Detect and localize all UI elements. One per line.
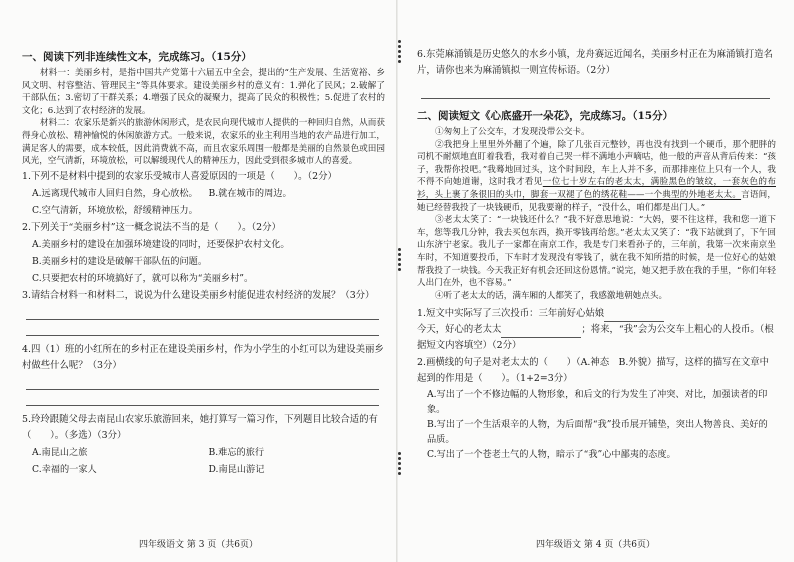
question-2: 2.下列关于“美丽乡村”这一概念说法不当的是（ ）。（2分） xyxy=(22,221,281,233)
question-6: 6.东莞麻涌镇是历史悠久的水乡小镇，龙舟赛远近闻名，美丽乡村正在为麻涌镇打造名片，请你也来为麻涌镇拟一则宣传标语。（2分） xyxy=(417,49,773,76)
material-one: 材料一：美丽乡村，是指中国共产党第十六届五中全会，提出的“生产发展、生活宽裕、乡风文明、村容整洁、管理民主”等具体要求。建设美丽乡村的意义有：1.弹化了民风；2.破解了干部队伍；3.密切了干群关系；4.增强了民众的凝聚力，提高了民众的积极性；5.促进了农村的文化；6.达到了农村经济的发展。 xyxy=(22,68,385,116)
passage-paragraph-2-start: ②我把身上里里外外翻了个遍，除了几张百元整钞，再也没有找到一个硬币，那个肥胖的司机不耐烦地直盯着我看，我对着自己哭一样不满地小声嘀咕，他一般的声音从背后传来：“孩子，我帮你投吧。”我蓦地回过头，这个时间段，车上人并不多，而那排座位上只有一个人，我不得不向她道谢，这时我才看见 xyxy=(417,139,776,188)
question-2-option-b: B.美丽乡村的建设是破解干部队伍的问题。 xyxy=(32,255,208,267)
question-5: 5.玲玲跟随父母去南昆山农家乐旅游回来，她打算写一篇习作，下列题目比较合适的有（ ）。（多选）（3分） xyxy=(22,413,378,441)
question-1-option-a: A.远离现代城市人回归自然，身心放松。 xyxy=(32,187,198,199)
reading-question-2-option-a: A.写出了一个不修边幅的人物形象，和后文的行为发生了冲突、对比，加强读者的印象。 xyxy=(427,389,768,416)
question-1: 1.下列不是材料中提到的农家乐受城市人喜爱原因的一项是（ ）。（2分） xyxy=(22,170,337,182)
answer-line[interactable] xyxy=(26,374,379,390)
exam-page-4 xyxy=(397,0,794,562)
reading-question-1-continued: 今天，好心的老太太 ；将来，“我”会为公交车上粗心的人投币。（根据短文内容填空）（2分） xyxy=(417,324,774,352)
answer-line[interactable] xyxy=(421,83,770,99)
question-2-option-c: C.只要把农村的环境搞好了，就可以称为“美丽乡村”。 xyxy=(32,272,254,284)
passage-paragraph-2 xyxy=(417,139,776,215)
question-1-option-b: B.就在城市的周边。 xyxy=(208,187,292,199)
answer-blank[interactable] xyxy=(501,337,581,338)
question-5-option-b: B.难忘的旅行 xyxy=(208,446,265,458)
answer-line[interactable] xyxy=(26,390,379,406)
underlined-description: 一位七十岁左右的老太太，满脸黑色的皱纹，一套灰色的布衫，头上裹了条很旧的头巾，脚套一双褪了色的绣花鞋——一个典型的外地老太太。 xyxy=(417,177,776,200)
page-footer-left: 四年级语文 第 3 页（共6页） xyxy=(138,540,259,550)
passage-paragraph-1: ①匆匆上了公交车，才发现没带公交卡。 xyxy=(435,127,590,137)
question-1-options-row xyxy=(22,185,385,202)
answer-line[interactable] xyxy=(26,320,379,336)
passage-paragraph-4: ④听了老太太的话，满车厢的人都笑了，我感激地朝她点头。 xyxy=(435,290,668,301)
passage-paragraph-2-end: 言语间，她已经替我投了一块钱硬币，见我要谢的样子，“没什么，咱们都是出门人。” xyxy=(417,189,776,213)
question-5-options-row-2 xyxy=(22,461,385,478)
question-5-option-c: C.幸福的一家人 xyxy=(32,463,97,475)
question-2-option-a: A.美丽乡村的建设在加强环境建设的同时，还要保护农村文化。 xyxy=(32,238,290,250)
reading-question-2: 2.画横线的句子是对老太太的（ ）（A.神态 B.外貌）描写，这样的描写在文章中起到的作用是（ ）。（1+2=3分） xyxy=(417,357,769,385)
question-3: 3.请结合材料一和材料二，说说为什么建设美丽乡村能促进农村经济的发展？（3分） xyxy=(22,289,375,301)
section-one-title: 一、阅读下列非连续性文本，完成练习。（15分） xyxy=(22,51,252,63)
material-two: 材料二：农家乐是新兴的旅游休闲形式，是农民向现代城市人提供的一种回归自然，从而获得身心放松、精神愉悦的休闲旅游方式。一般来说，农家乐的业主利用当地的农产品进行加工，满足客人的需要，成本较低，因此消费就不高，而且农家乐周围一般都是美丽的自然景色或田园风光，空气清新，环境放松，可以解缓现代人的精神压力，因此受到很多城市人的喜爱。 xyxy=(22,118,385,167)
section-two-title: 二、阅读短文《心底盛开一朵花》，完成练习。（15分） xyxy=(417,110,674,122)
reading-question-2-option-b: B.写出了一个生活艰辛的人物，为后面帮“我”投币展开铺垫，突出人物善良、美好的品质。 xyxy=(427,419,768,446)
question-4: 4.四（1）班的小红所在的乡村正在建设美丽乡村，作为小学生的小红可以为建设美丽乡村做些什么呢？（3分） xyxy=(22,343,384,371)
page-footer-right: 四年级语文 第 4 页（共6页） xyxy=(535,540,656,550)
reading-question-2-option-c: C.写出了一个苍老土气的人物，暗示了“我”心中鄙夷的态度。 xyxy=(427,449,676,461)
question-5-option-a: A.南昆山之旅 xyxy=(32,446,88,458)
question-5-options-row-1 xyxy=(22,444,385,461)
passage-paragraph-3: ③老太太笑了：“一块钱还什么？”我不好意思地说：“大妈，要不往这样，我和您一道下车，您等我几分钟，我去买包东西，换开零钱再给您。”老太太又笑了：“我下站就到了，下午回山东济宁老家。我儿子一家都在南京工作，我是专门来看孙子的，三年前，我第一次来南京坐车时，不知道要投币，下车时才发现没有零钱了，就在我不知所措的时候，是一位好心的姑娘帮我投了一块钱。今天我正好有机会还回这份恩情。”说完，她又把手放在我的手里，“你们年轻人出门在外，也不容易。” xyxy=(417,215,776,289)
question-1-option-c: C.空气清新，环境放松，舒缓精神压力。 xyxy=(32,204,198,216)
question-5-option-d: D.南昆山游记 xyxy=(208,463,265,475)
reading-question-1: 1.短文中实际写了三次投币：三年前好心姑娘 xyxy=(417,306,776,322)
answer-line[interactable] xyxy=(26,304,379,320)
